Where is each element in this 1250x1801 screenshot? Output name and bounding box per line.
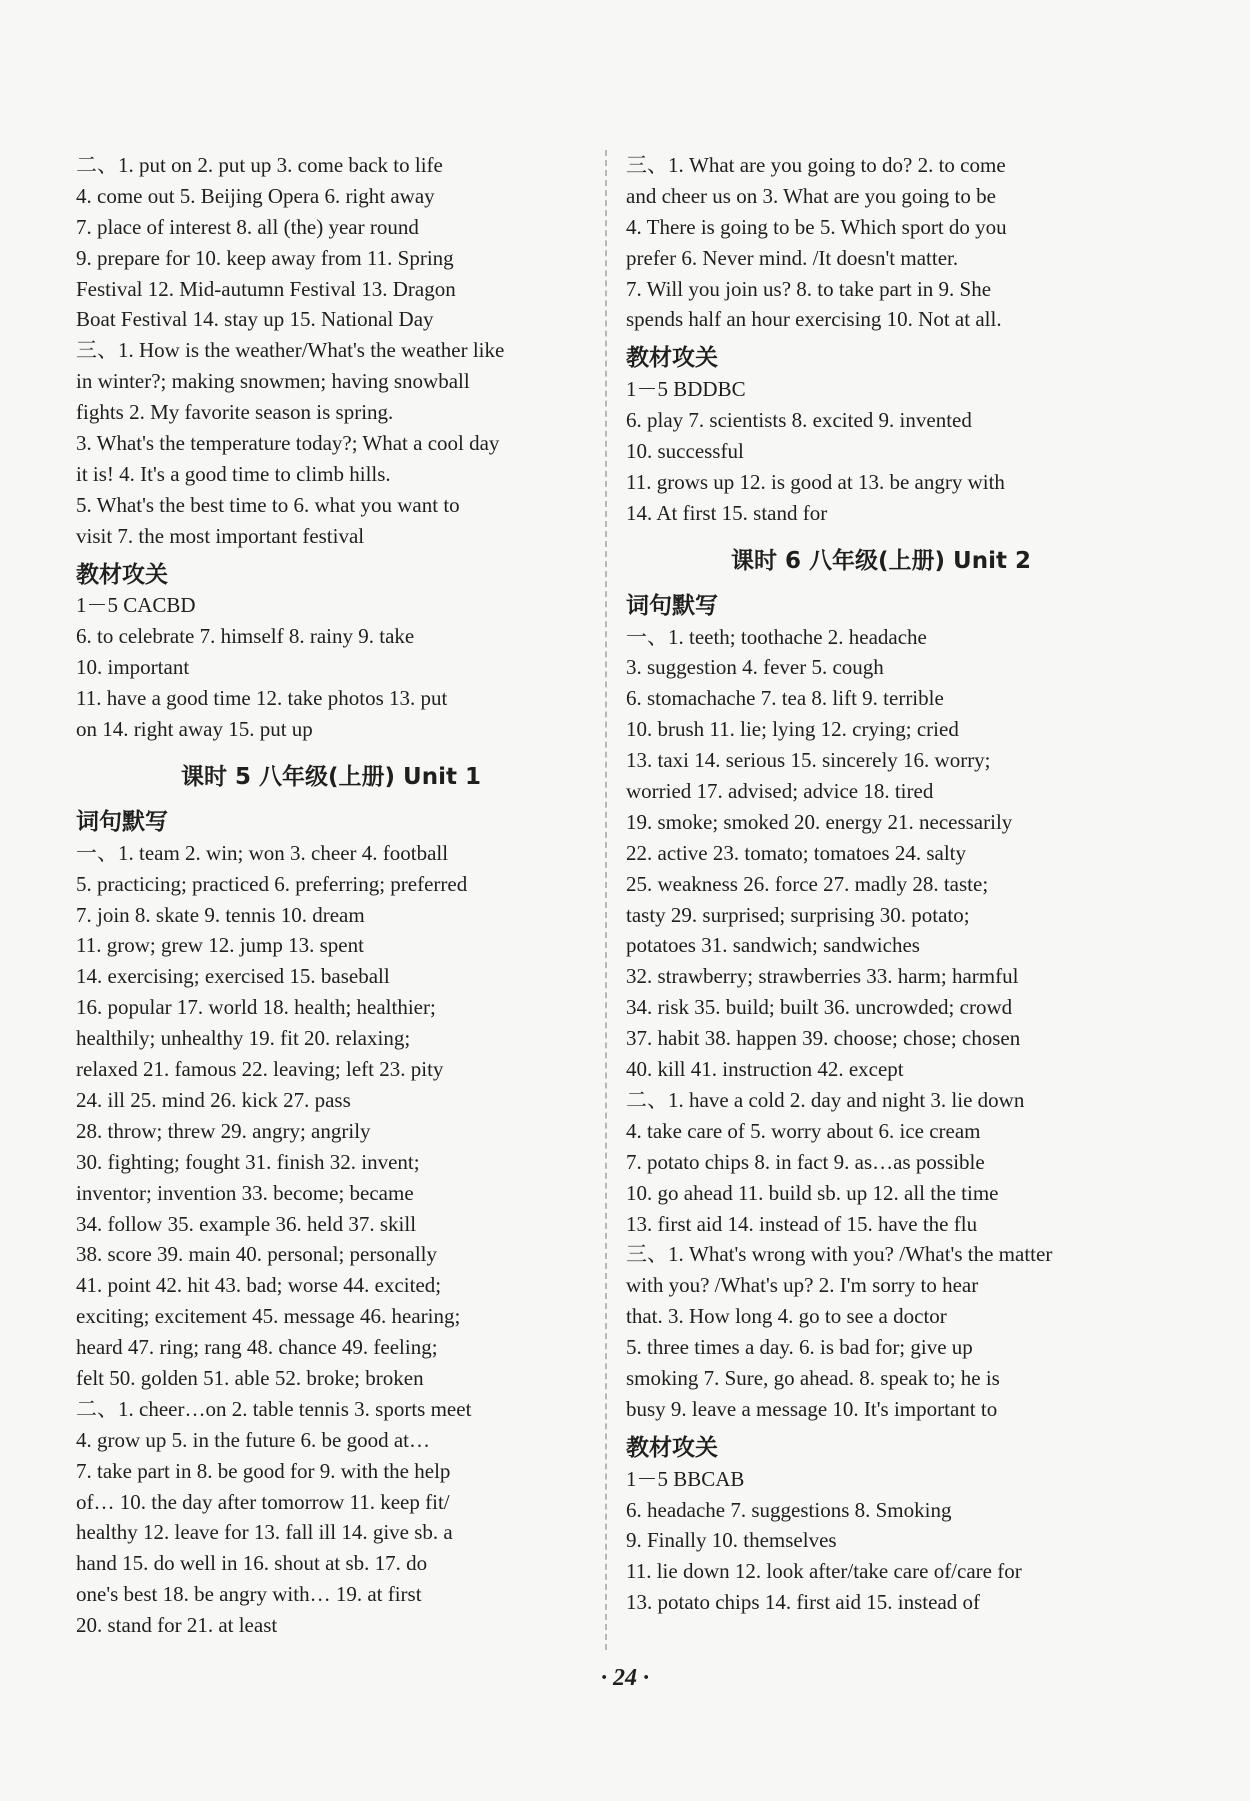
answer-line: 13. potato chips 14. first aid 15. instead of [626, 1590, 981, 1615]
section-heading: 词句默写 [76, 808, 168, 835]
answer-line: Boat Festival 14. stay up 15. National Day [76, 307, 434, 332]
answer-line: 13. taxi 14. serious 15. sincerely 16. worry; [626, 748, 991, 773]
answer-line: 4. come out 5. Beijing Opera 6. right away [76, 183, 435, 208]
answer-line: and cheer us on 3. What are you going to be [626, 183, 996, 208]
answer-block [626, 374, 1136, 528]
section-heading: 词句默写 [626, 592, 718, 619]
answer-line: Festival 12. Mid-autumn Festival 13. Dragon [76, 276, 456, 301]
answer-block [626, 622, 1136, 1425]
answer-line: 3. What's the temperature today?; What a cool day [76, 431, 500, 456]
answer-line: 24. ill 25. mind 26. kick 27. pass [76, 1087, 351, 1112]
answer-line: 6. stomachache 7. tea 8. lift 9. terrible [626, 686, 944, 711]
answer-line: 3. suggestion 4. fever 5. cough [626, 655, 884, 680]
answer-line: 38. score 39. main 40. personal; personally [76, 1242, 437, 1267]
answer-line: 28. throw; threw 29. angry; angrily [76, 1118, 371, 1143]
answer-block [76, 590, 586, 744]
answer-line: 6. play 7. scientists 8. excited 9. invented [626, 408, 972, 433]
right-column [626, 150, 1136, 1618]
answer-line: 7. Will you join us? 8. to take part in 9. She [626, 276, 992, 301]
answer-line: 1－5 BBCAB [626, 1466, 745, 1491]
answer-line: smoking 7. Sure, go ahead. 8. speak to; he is [626, 1365, 1000, 1390]
answer-block [626, 1464, 1136, 1618]
answer-line: 10. go ahead 11. build sb. up 12. all the time [626, 1180, 999, 1205]
column-divider [605, 150, 607, 1650]
answer-line: 一、1. team 2. win; won 3. cheer 4. football [76, 840, 449, 865]
answer-line: 7. place of interest 8. all (the) year round [76, 214, 419, 239]
left-column [76, 150, 586, 1641]
answer-line: 二、1. put on 2. put up 3. come back to life [76, 153, 443, 177]
answer-line: tasty 29. surprised; surprising 30. potato; [626, 902, 970, 927]
answer-line: 1－5 BDDBC [626, 377, 746, 402]
answer-line: worried 17. advised; advice 18. tired [626, 779, 934, 804]
answer-line: 32. strawberry; strawberries 33. harm; harmful [626, 964, 1019, 989]
answer-line: 4. There is going to be 5. Which sport do you [626, 214, 1007, 239]
answer-line: 5. practicing; practiced 6. preferring; preferred [76, 871, 468, 896]
answer-line: 41. point 42. hit 43. bad; worse 44. excited; [76, 1273, 442, 1298]
answer-line: of… 10. the day after tomorrow 11. keep fit/ [76, 1489, 450, 1514]
answer-line: 三、1. How is the weather/What's the weather like [76, 338, 505, 363]
answer-line: 25. weakness 26. force 27. madly 28. taste; [626, 871, 989, 896]
answer-line: 5. three times a day. 6. is bad for; give up [626, 1335, 973, 1360]
answer-line: it is! 4. It's a good time to climb hills. [76, 461, 391, 486]
answer-line: heard 47. ring; rang 48. chance 49. feeling; [76, 1335, 438, 1360]
answer-block [76, 838, 586, 1641]
answer-line: 10. important [76, 655, 190, 680]
answer-line: 11. lie down 12. look after/take care of/care for [626, 1559, 1022, 1584]
answer-line: in winter?; making snowmen; having snowball [76, 369, 470, 394]
answer-line: 10. brush 11. lie; lying 12. crying; cried [626, 717, 959, 742]
answer-line: 14. exercising; exercised 15. baseball [76, 964, 390, 989]
answer-line: 19. smoke; smoked 20. energy 21. necessarily [626, 809, 1013, 834]
section-heading: 教材攻关 [626, 345, 718, 372]
answer-line: relaxed 21. famous 22. leaving; left 23. pity [76, 1057, 444, 1082]
answer-line: 30. fighting; fought 31. finish 32. invent; [76, 1149, 420, 1174]
answer-line: 4. take care of 5. worry about 6. ice cream [626, 1118, 981, 1143]
answer-line: 1－5 CACBD [76, 593, 196, 618]
answer-block [626, 150, 1136, 335]
page-number: · 24 · [601, 1665, 649, 1691]
answer-line: prefer 6. Never mind. /It doesn't matter. [626, 245, 959, 270]
answer-line: 40. kill 41. instruction 42. except [626, 1057, 904, 1082]
answer-line: 11. have a good time 12. take photos 13. put [76, 686, 448, 711]
answer-line: 34. follow 35. example 36. held 37. skill [76, 1211, 417, 1236]
answer-line: 11. grows up 12. is good at 13. be angry with [626, 469, 1005, 494]
answer-line: potatoes 31. sandwich; sandwiches [626, 933, 920, 958]
answer-line: 5. What's the best time to 6. what you want to [76, 492, 460, 517]
answer-line: 三、1. What's wrong with you? /What's the matter [626, 1242, 1053, 1267]
answer-line: healthily; unhealthy 19. fit 20. relaxing; [76, 1026, 411, 1051]
answer-line: 二、1. have a cold 2. day and night 3. lie down [626, 1087, 1025, 1112]
answer-line: fights 2. My favorite season is spring. [76, 400, 394, 425]
answer-line: healthy 12. leave for 13. fall ill 14. give sb. a [76, 1520, 453, 1545]
answer-line: 10. successful [626, 439, 744, 464]
answer-line: felt 50. golden 51. able 52. broke; broken [76, 1365, 424, 1390]
section-heading: 教材攻关 [76, 561, 168, 588]
answer-line: exciting; excitement 45. message 46. hearing; [76, 1304, 461, 1329]
answer-line: 9. Finally 10. themselves [626, 1528, 837, 1553]
answer-line: 一、1. teeth; toothache 2. headache [626, 624, 927, 649]
answer-block [76, 150, 586, 552]
lesson-title: 课时 6 八年级(上册) Unit 2 [731, 547, 1031, 574]
answer-line: 三、1. What are you going to do? 2. to come [626, 153, 1006, 177]
answer-line: spends half an hour exercising 10. Not at all. [626, 307, 1002, 332]
answer-line: one's best 18. be angry with… 19. at first [76, 1582, 422, 1607]
section-heading: 教材攻关 [626, 1434, 718, 1461]
answer-line: with you? /What's up? 2. I'm sorry to hear [626, 1273, 979, 1298]
answer-line: visit 7. the most important festival [76, 523, 365, 548]
answer-line: 7. potato chips 8. in fact 9. as…as possible [626, 1149, 985, 1174]
answer-line: 14. At first 15. stand for [626, 500, 828, 525]
answer-line: 4. grow up 5. in the future 6. be good at… [76, 1427, 431, 1452]
answer-line: on 14. right away 15. put up [76, 717, 313, 742]
answer-line: 7. join 8. skate 9. tennis 10. dream [76, 902, 365, 927]
answer-line: 22. active 23. tomato; tomatoes 24. salty [626, 840, 967, 865]
answer-line: 6. headache 7. suggestions 8. Smoking [626, 1497, 952, 1522]
answer-line: busy 9. leave a message 10. It's important to [626, 1396, 998, 1421]
answer-line: 34. risk 35. build; built 36. uncrowded; crowd [626, 995, 1013, 1020]
answer-line: 13. first aid 14. instead of 15. have the flu [626, 1211, 978, 1236]
answer-line: hand 15. do well in 16. shout at sb. 17. do [76, 1551, 428, 1576]
answer-line: 20. stand for 21. at least [76, 1613, 278, 1638]
answer-line: 二、1. cheer…on 2. table tennis 3. sports meet [76, 1396, 472, 1421]
lesson-title: 课时 5 八年级(上册) Unit 1 [181, 763, 481, 790]
answer-line: 6. to celebrate 7. himself 8. rainy 9. take [76, 624, 415, 649]
answer-line: 11. grow; grew 12. jump 13. spent [76, 933, 364, 958]
answer-line: that. 3. How long 4. go to see a doctor [626, 1304, 947, 1329]
answer-line: 37. habit 38. happen 39. choose; chose; chosen [626, 1026, 1021, 1051]
answer-line: 9. prepare for 10. keep away from 11. Spring [76, 245, 454, 270]
answer-line: 16. popular 17. world 18. health; healthier; [76, 995, 436, 1020]
answer-line: inventor; invention 33. become; became [76, 1180, 414, 1205]
answer-line: 7. take part in 8. be good for 9. with the help [76, 1458, 451, 1483]
